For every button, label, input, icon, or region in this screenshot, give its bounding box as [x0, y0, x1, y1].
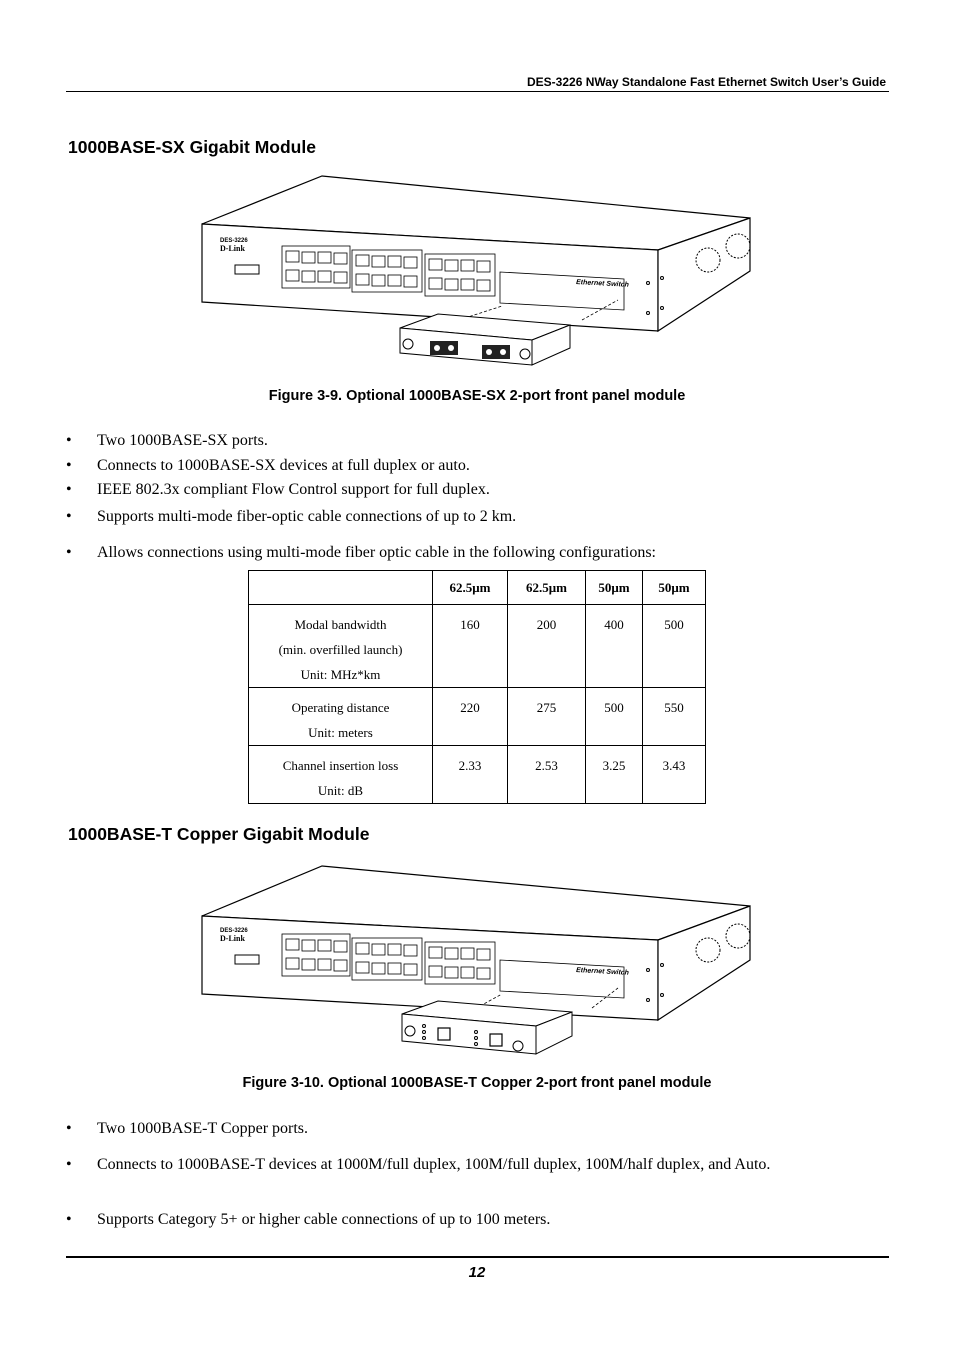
- device-model-label: DES-3226: [220, 928, 248, 934]
- fiber-config-table: [248, 570, 706, 804]
- figure-copper-module: [180, 858, 780, 1058]
- table-cell: 500: [586, 688, 643, 746]
- table-header-cell: 50μm: [643, 571, 706, 605]
- device-brand-logo: D-Link: [220, 244, 245, 253]
- table-header-cell: 62.5μm: [433, 571, 508, 605]
- table-row-label: Modal bandwidth (min. overfilled launch) Unit: MHz*km: [249, 605, 433, 688]
- section-heading-t: 1000BASE-T Copper Gigabit Module: [68, 824, 370, 844]
- table-cell: 3.43: [643, 746, 706, 804]
- table-cell: 400: [586, 605, 643, 688]
- switch-with-copper-module-illustration: [180, 858, 780, 1058]
- footer-rule: [66, 1256, 889, 1258]
- section-heading-sx: 1000BASE-SX Gigabit Module: [68, 137, 316, 157]
- table-header-row: [249, 571, 706, 605]
- table-row: [249, 746, 706, 804]
- running-header: DES-3226 NWay Standalone Fast Ethernet Switch User’s Guide: [527, 75, 886, 89]
- device-model-label: DES-3226: [220, 238, 248, 244]
- table-header-cell: [249, 571, 433, 605]
- table-row-label: Operating distance Unit: meters: [249, 688, 433, 746]
- table-cell: 220: [433, 688, 508, 746]
- table-row: [249, 605, 706, 688]
- table-cell: 2.53: [508, 746, 586, 804]
- table-row-label: Channel insertion loss Unit: dB: [249, 746, 433, 804]
- figure-sx-module: [180, 168, 780, 368]
- table-header-cell: 50μm: [586, 571, 643, 605]
- table-header-cell: 62.5μm: [508, 571, 586, 605]
- device-brand-logo: D-Link: [220, 934, 245, 943]
- table-row: [249, 688, 706, 746]
- table-cell: 550: [643, 688, 706, 746]
- ethernet-switch-label: Ethernet Switch: [575, 279, 630, 289]
- table-cell: 160: [433, 605, 508, 688]
- figure-caption-copper: Figure 3-10. Optional 1000BASE-T Copper 2-port front panel module: [242, 1075, 712, 1091]
- table-cell: 500: [643, 605, 706, 688]
- page-number: 12: [468, 1264, 486, 1281]
- switch-with-sx-module-illustration: [180, 168, 780, 368]
- figure-caption-sx: Figure 3-9. Optional 1000BASE-SX 2-port front panel module: [268, 388, 686, 404]
- header-rule: [66, 91, 889, 92]
- table-cell: 275: [508, 688, 586, 746]
- table-cell: 2.33: [433, 746, 508, 804]
- table-cell: 3.25: [586, 746, 643, 804]
- ethernet-switch-label: Ethernet Switch: [575, 967, 630, 977]
- table-cell: 200: [508, 605, 586, 688]
